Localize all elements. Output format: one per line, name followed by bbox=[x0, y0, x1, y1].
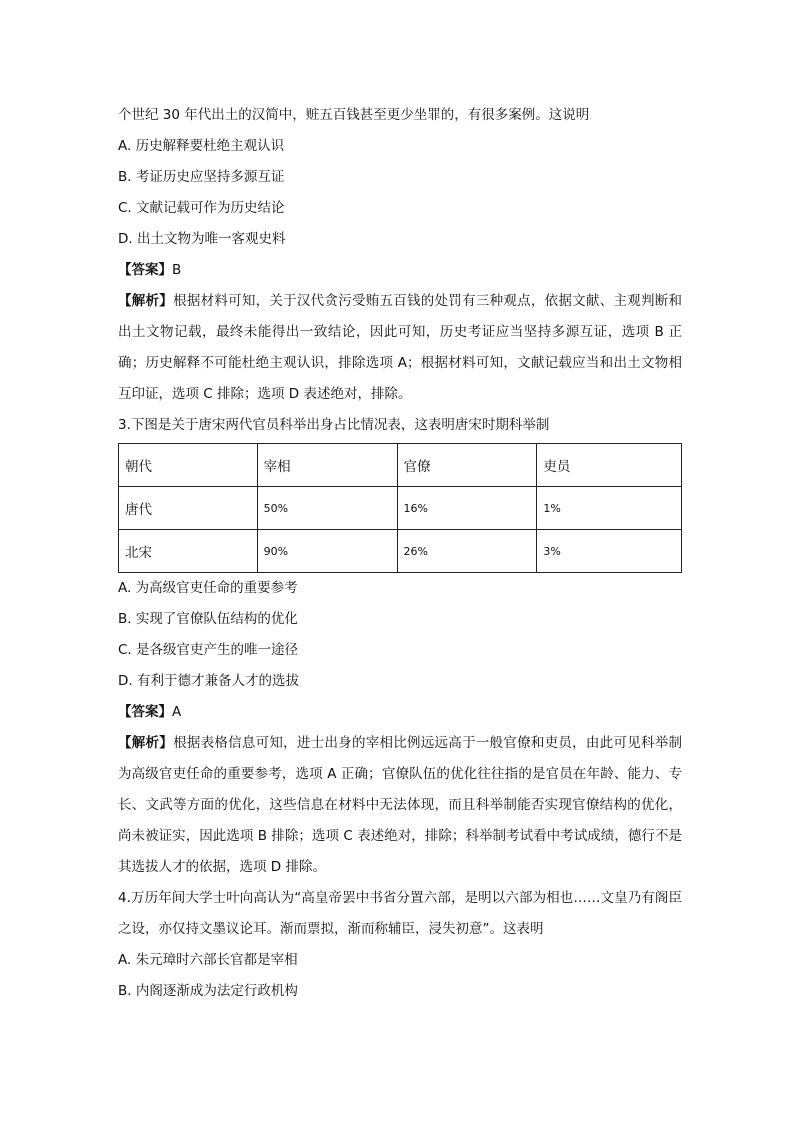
table-header-cell: 吏员 bbox=[537, 444, 682, 487]
table-cell: 唐代 bbox=[119, 487, 258, 530]
q2-option-d: D. 出土文物为唯一客观史料 bbox=[118, 231, 286, 247]
analysis-text: 根据材料可知，关于汉代贪污受贿五百钱的处罚有三种观点，依据文献、主观判断和出土文物记载，最终未能得出一致结论，因此可知，历史考证应当坚持多源互证，选项 B 正确；历史解释不可能杜绝主观认识，排除选项 A；根据材料可知，文献记载应当和出土文物相互印证，选项 C 排除；选项 D 表述绝对，排除。 bbox=[118, 293, 683, 402]
table-cell: 3% bbox=[537, 530, 682, 573]
answer-value: A bbox=[172, 704, 182, 720]
q3-table bbox=[118, 443, 682, 573]
table-row bbox=[119, 530, 682, 573]
table-cell: 16% bbox=[397, 487, 537, 530]
analysis-label: 【解析】 bbox=[118, 735, 174, 751]
q2-answer bbox=[118, 255, 682, 286]
q3-analysis bbox=[118, 728, 682, 883]
table-cell: 50% bbox=[257, 487, 397, 530]
q2-option-b: B. 考证历史应坚持多源互证 bbox=[118, 169, 285, 185]
q3-option-a: A. 为高级官吏任命的重要参考 bbox=[118, 580, 298, 596]
table-header-cell: 朝代 bbox=[119, 444, 258, 487]
q4-stem: 4.万历年间大学士叶向高认为“高皇帝罢中书省分置六部，是明以六部为相也……文皇乃有阁臣之设，亦仅持文墨议论耳。渐而票拟，渐而称辅臣，浸失初意”。这表明 bbox=[118, 890, 682, 937]
table-header-cell: 官僚 bbox=[397, 444, 537, 487]
analysis-text: 根据表格信息可知，进士出身的宰相比例远远高于一般官僚和吏员，由此可见科举制为高级官吏任命的重要参考，选项 A 正确；官僚队伍的优化往往指的是官员在年龄、能力、专长、文武等方面的优化，这些信息在材料中无法体现，而且科举制能否实现官僚结构的优化，尚未被证实，因此选项 B 排除；选项 C 表述绝对，排除；科举制考试看中考试成绩，德行不是其选拔人才的依据，选项 D 排除。 bbox=[118, 735, 683, 875]
page-content bbox=[118, 100, 682, 1007]
q3-stem: 3.下图是关于唐宋两代官员科举出身占比情况表，这表明唐宋时期科举制 bbox=[118, 417, 550, 433]
q4-option-a: A. 朱元璋时六部长官都是宰相 bbox=[118, 952, 298, 968]
answer-label: 【答案】 bbox=[118, 704, 172, 720]
q2-option-c: C. 文献记载可作为历史结论 bbox=[118, 200, 285, 216]
q3-answer bbox=[118, 697, 682, 728]
table-cell: 北宋 bbox=[119, 530, 258, 573]
q2-analysis bbox=[118, 286, 682, 410]
q3-option-d: D. 有利于德才兼备人才的选拔 bbox=[118, 673, 299, 689]
table-cell: 1% bbox=[537, 487, 682, 530]
answer-label: 【答案】 bbox=[118, 262, 172, 278]
q2-option-a: A. 历史解释要杜绝主观认识 bbox=[118, 138, 285, 154]
table-header-row bbox=[119, 444, 682, 487]
table-cell: 26% bbox=[397, 530, 537, 573]
q3-option-b: B. 实现了官僚队伍结构的优化 bbox=[118, 611, 298, 627]
q3-option-c: C. 是各级官吏产生的唯一途径 bbox=[118, 642, 299, 658]
table-header-cell: 宰相 bbox=[257, 444, 397, 487]
q4-option-b: B. 内阁逐渐成为法定行政机构 bbox=[118, 983, 298, 999]
analysis-label: 【解析】 bbox=[118, 293, 174, 309]
q2-stem: 个世纪 30 年代出土的汉简中，赃五百钱甚至更少坐罪的，有很多案例。这说明 bbox=[118, 107, 590, 123]
table-row bbox=[119, 487, 682, 530]
answer-value: B bbox=[172, 262, 182, 278]
table-cell: 90% bbox=[257, 530, 397, 573]
